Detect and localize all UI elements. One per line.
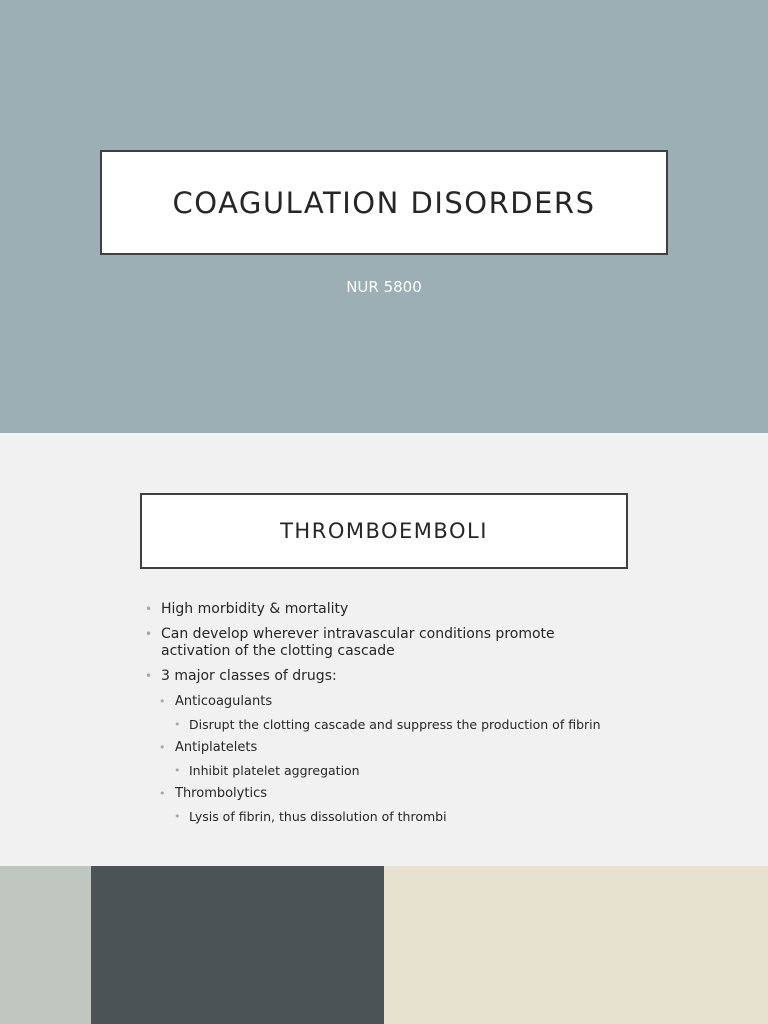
bullet-item — [145, 785, 625, 802]
bullet-item — [145, 601, 625, 618]
bullet-item — [145, 626, 625, 660]
bullet-dot-icon: • — [159, 695, 166, 708]
bullet-text: Lysis of fibrin, thus dissolution of thrombi — [189, 809, 447, 824]
bullet-item — [145, 693, 625, 710]
bullet-dot-icon: • — [174, 764, 181, 777]
slide-title: COAGULATION DISORDERS — [172, 185, 596, 220]
color-swatch — [384, 866, 768, 1024]
bullet-text: Antiplatelets — [175, 740, 258, 755]
bullet-item — [145, 716, 625, 733]
bullet-dot-icon: • — [145, 627, 153, 641]
slide-subtitle: NUR 5800 — [346, 278, 422, 296]
color-swatch-strip — [0, 866, 768, 1024]
bullet-item — [145, 762, 625, 779]
bullet-item — [145, 668, 625, 685]
content-title-box — [140, 493, 628, 569]
bullet-dot-icon: • — [174, 718, 181, 731]
bullet-text: Inhibit platelet aggregation — [189, 763, 360, 778]
title-slide — [0, 0, 768, 433]
bullet-text: 3 major classes of drugs: — [161, 668, 337, 684]
bullet-text: Anticoagulants — [175, 694, 273, 709]
bullet-dot-icon: • — [174, 810, 181, 823]
color-swatch — [91, 866, 384, 1024]
bullet-text: Disrupt the clotting cascade and suppress the production of fibrin — [189, 717, 601, 732]
bullet-dot-icon: • — [145, 669, 153, 683]
bullet-list — [145, 601, 625, 831]
bullet-item — [145, 808, 625, 825]
bullet-text: Thrombolytics — [175, 786, 267, 801]
bullet-dot-icon: • — [159, 741, 166, 754]
content-slide — [0, 433, 768, 866]
bullet-dot-icon: • — [159, 787, 166, 800]
bullet-text: High morbidity & mortality — [161, 601, 349, 617]
bullet-text: Can develop wherever intravascular conditions promote activation of the clotting cascade — [161, 626, 555, 659]
title-box — [100, 150, 668, 255]
color-swatch — [0, 866, 91, 1024]
content-title: THROMBOEMBOLI — [280, 519, 488, 543]
bullet-dot-icon: • — [145, 602, 153, 616]
bullet-item — [145, 739, 625, 756]
